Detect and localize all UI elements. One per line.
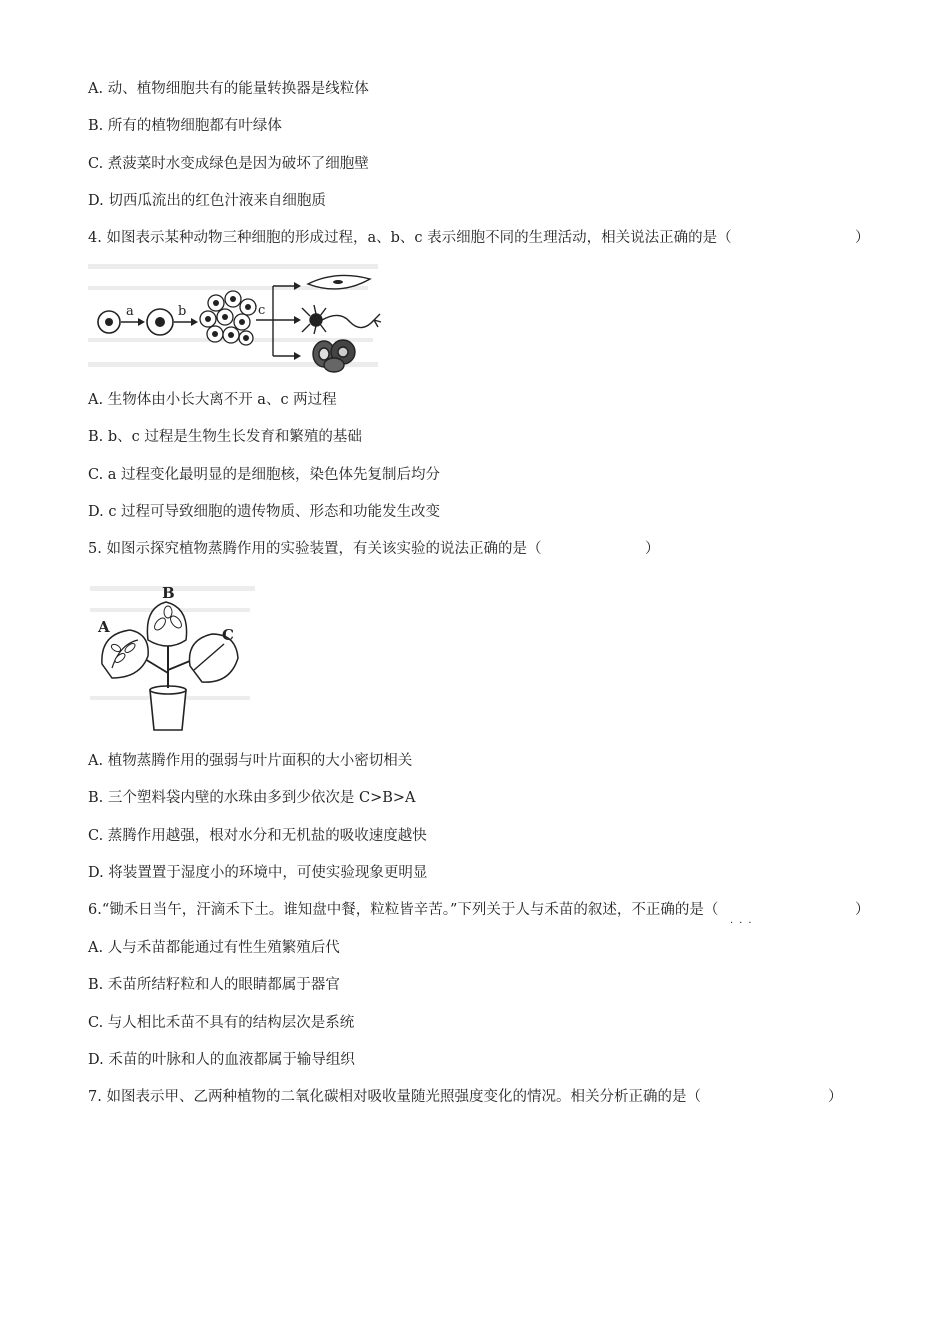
cell-division-figure — [88, 262, 388, 377]
q5-option-b: B. 三个塑料袋内壁的水珠由多到少依次是 C>B>A — [88, 790, 416, 806]
q6-stem: 6.“锄禾日当午，汗滴禾下土。谁知盘中餐，粒粒皆辛苦。”下列关于人与禾苗的叙述，不正确的是（ — [88, 902, 719, 918]
blood-cell-icon — [313, 340, 355, 372]
q6-option-a: A. 人与禾苗都能通过有性生殖繁殖后代 — [88, 940, 340, 956]
arrow-label-b: b — [178, 304, 187, 319]
q6-close-paren: ） — [855, 902, 870, 918]
q4-option-b: B. b、c 过程是生物生长发育和繁殖的基础 — [88, 429, 362, 445]
q6-option-b: B. 禾苗所结籽粒和人的眼睛都属于器官 — [88, 977, 340, 993]
q5-close-paren: ） — [645, 541, 660, 557]
q4-option-d: D. c 过程可导致细胞的遗传物质、形态和功能发生改变 — [88, 504, 441, 520]
q3-option-d: D. 切西瓜流出的红色汁液来自细胞质 — [88, 193, 326, 209]
bag-label-c: C — [222, 626, 234, 644]
cell-icon-1 — [98, 311, 120, 333]
q5-option-a: A. 植物蒸腾作用的强弱与叶片面积的大小密切相关 — [88, 753, 413, 769]
q7-stem: 7. 如图表示甲、乙两种植物的二氧化碳相对吸收量随光照强度变化的情况。相关分析正确的是（ — [88, 1089, 701, 1105]
q6-emphasis-dots: ··· — [730, 918, 758, 929]
q4-close-paren: ） — [855, 230, 870, 246]
cell-icon-2 — [147, 309, 173, 335]
q4-option-c: C. a 过程变化最明显的是细胞核，染色体先复制后均分 — [88, 467, 441, 483]
q7-close-paren: ） — [828, 1089, 843, 1105]
q4-stem: 4. 如图表示某种动物三种细胞的形成过程，a、b、c 表示细胞不同的生理活动，相关说法正确的是（ — [88, 230, 732, 246]
bag-label-b: B — [162, 584, 175, 602]
q5-option-c: C. 蒸腾作用越强，根对水分和无机盐的吸收速度越快 — [88, 828, 427, 844]
q3-option-a: A. 动、植物细胞共有的能量转换器是线粒体 — [88, 81, 369, 97]
q5-option-d: D. 将装置置于湿度小的环境中，可使实验现象更明显 — [88, 865, 428, 881]
plastic-bag-a-icon — [102, 630, 148, 678]
q6-option-c: C. 与人相比禾苗不具有的结构层次是系统 — [88, 1015, 355, 1031]
flower-pot-icon — [150, 686, 186, 730]
q3-option-c: C. 煮菠菜时水变成绿色是因为破坏了细胞壁 — [88, 156, 369, 172]
q6-option-d: D. 禾苗的叶脉和人的血液都属于输导组织 — [88, 1052, 355, 1068]
nerve-cell-icon — [302, 305, 381, 334]
transpiration-figure — [90, 578, 260, 738]
bag-label-a: A — [98, 618, 110, 636]
arrow-label-a: a — [126, 304, 134, 319]
q5-stem: 5. 如图示探究植物蒸腾作用的实验装置，有关该实验的说法正确的是（ — [88, 541, 542, 557]
arrow-label-c: c — [258, 303, 266, 318]
q3-option-b: B. 所有的植物细胞都有叶绿体 — [88, 118, 282, 134]
q4-option-a: A. 生物体由小长大离不开 a、c 两过程 — [88, 392, 337, 408]
